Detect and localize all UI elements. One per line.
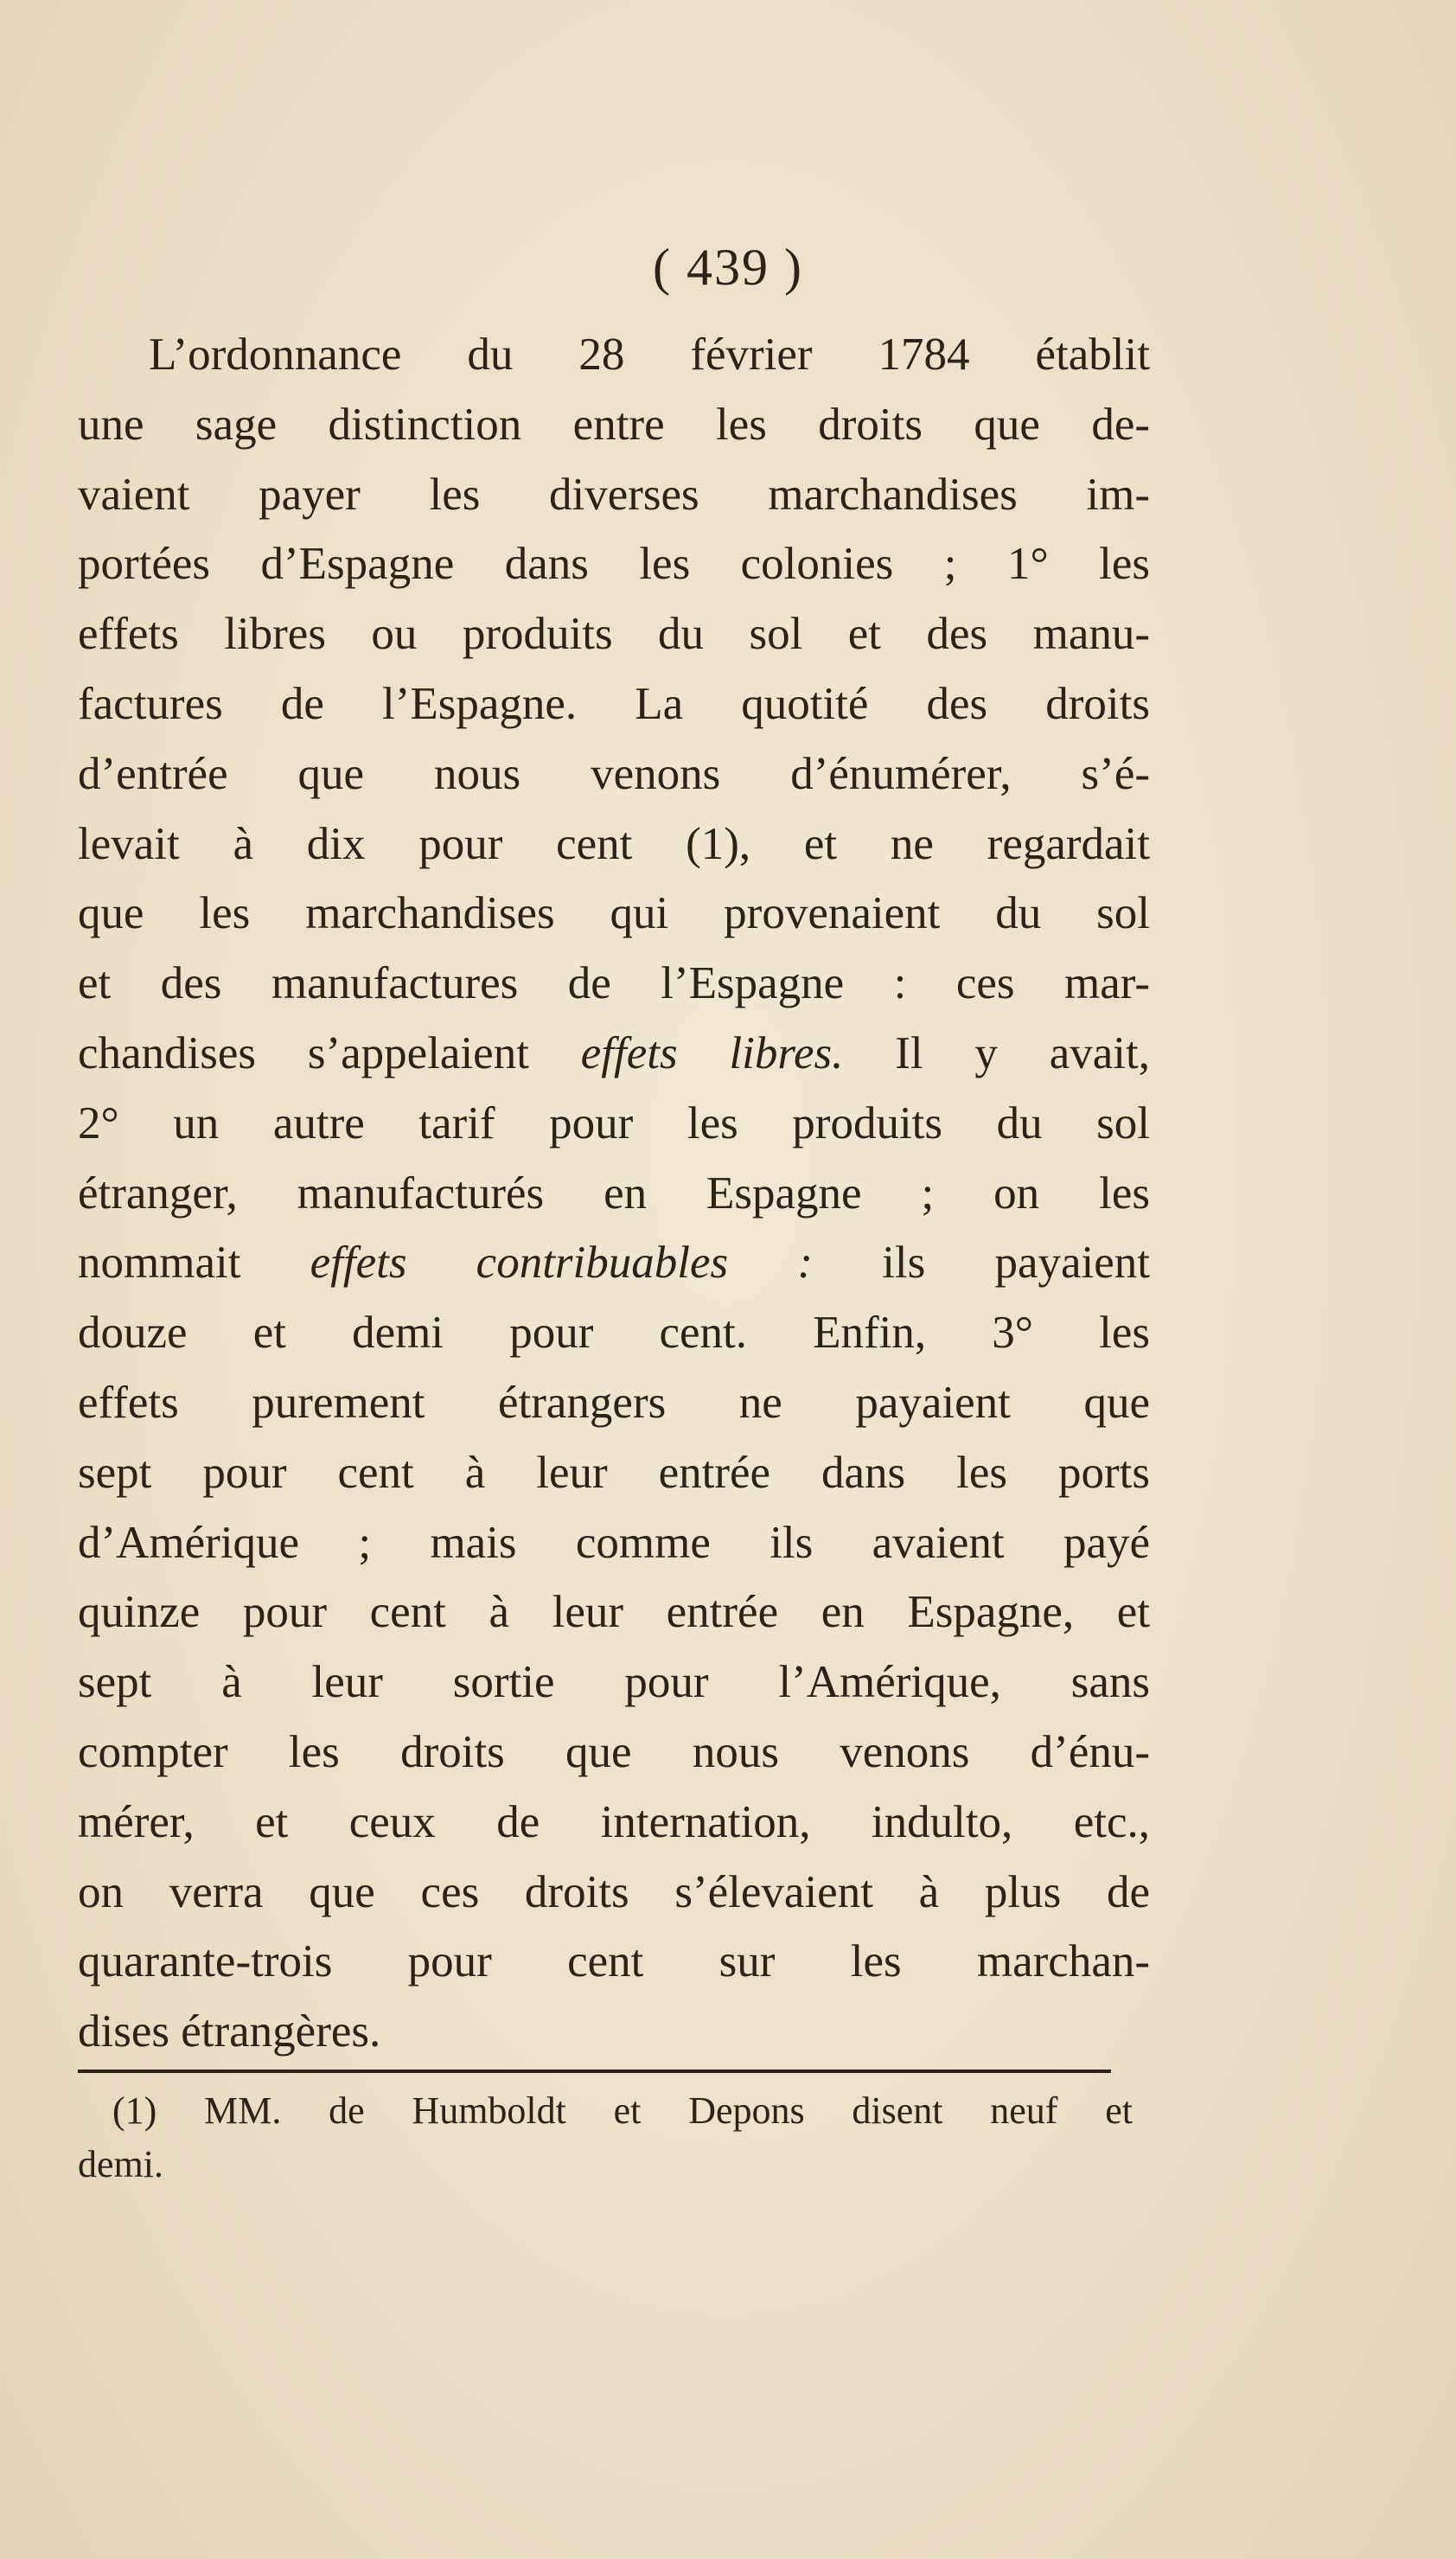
- text-line: une sage distinction entre les droits que de-: [78, 399, 1150, 450]
- text-line: et des manufactures de l’Espagne : ces mar-: [78, 958, 1150, 1009]
- text-line: douze et demi pour cent. Enfin, 3° les: [78, 1308, 1150, 1359]
- text-line: dises étrangères.: [78, 2006, 381, 2057]
- text-line: levait à dix pour cent (1), et ne regardait: [78, 818, 1150, 869]
- text-line: étranger, manufacturés en Espagne ; on les: [78, 1168, 1150, 1219]
- text-line: vaient payer les diverses marchandises im-: [78, 469, 1150, 520]
- text-line: quarante-trois pour cent sur les marchan-: [78, 1936, 1150, 1987]
- text-line: [78, 1019, 1150, 1089]
- text-line: que les marchandises qui provenaient du sol: [78, 888, 1150, 939]
- text-line: on verra que ces droits s’élevaient à plus de: [78, 1866, 1150, 1917]
- text-line: sept à leur sortie pour l’Amérique, sans: [78, 1657, 1150, 1708]
- main-paragraph: [78, 320, 1150, 2067]
- text-segment: ils payaient: [813, 1238, 1150, 1289]
- text-line: compter les droits que nous venons d’énu-: [78, 1726, 1150, 1777]
- text-line: d’Amérique ; mais comme ils avaient payé: [78, 1517, 1150, 1568]
- text-line: L’ordonnance du 28 février 1784 établit: [149, 329, 1150, 380]
- footnote-divider: [78, 2070, 1111, 2073]
- text-line: effets purement étrangers ne payaient que: [78, 1377, 1150, 1428]
- text-line: d’entrée que nous venons d’énumérer, s’é-: [78, 748, 1150, 799]
- footnote-line: demi.: [78, 2143, 163, 2185]
- text-segment: nommait: [78, 1238, 310, 1289]
- italic-term-effets-contribuables: effets contribuables :: [310, 1238, 813, 1289]
- text-line: factures de l’Espagne. La quotité des droits: [78, 678, 1150, 729]
- text-line: quinze pour cent à leur entrée en Espagne, et: [78, 1587, 1150, 1638]
- text-line: portées d’Espagne dans les colonies ; 1° les: [78, 539, 1150, 590]
- text-line: [78, 1228, 1150, 1298]
- footnote-line: (1) MM. de Humboldt et Depons disent neuf et: [112, 2089, 1133, 2132]
- text-line: mérer, et ceux de internation, indulto, etc.,: [78, 1796, 1150, 1847]
- text-line: sept pour cent à leur entrée dans les ports: [78, 1447, 1150, 1498]
- italic-term-effets-libres: effets libres.: [580, 1027, 844, 1078]
- text-segment: chandises s’appelaient: [78, 1027, 581, 1078]
- footnote: [78, 2084, 1133, 2191]
- text-line: effets libres ou produits du sol et des manu-: [78, 609, 1150, 660]
- page-number: ( 439 ): [653, 239, 803, 296]
- text-segment: Il y avait,: [843, 1027, 1150, 1078]
- text-line: 2° un autre tarif pour les produits du sol: [78, 1097, 1150, 1148]
